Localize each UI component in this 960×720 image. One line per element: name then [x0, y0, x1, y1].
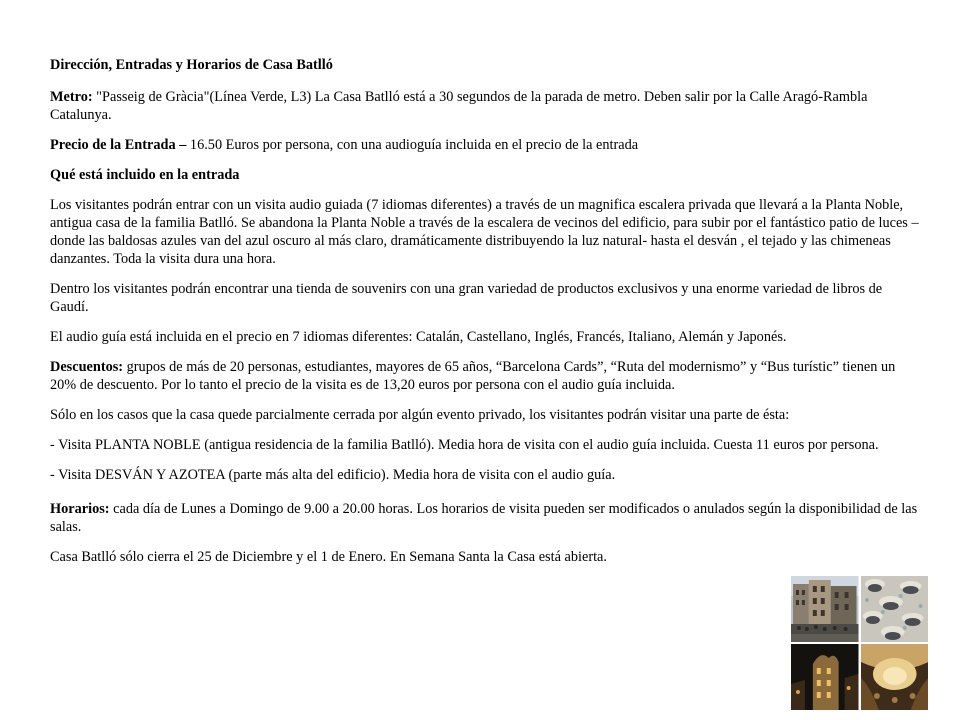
hours-text: cada día de Lunes a Domingo de 9.00 a 20.00 horas. Los horarios de visita pueden ser modificados o anulados según la disponibilidad de las salas. [50, 501, 918, 535]
metro-label: Metro: [50, 89, 93, 105]
visit-attic-item: - Visita DESVÁN Y AZOTEA (parte más alta del edificio). Media hora de visita con el audio guía. [50, 467, 616, 483]
price-paragraph [50, 136, 920, 154]
page-title: Dirección, Entradas y Horarios de Casa Batlló [50, 57, 333, 73]
metro-paragraph [50, 88, 920, 124]
shop-paragraph: Dentro los visitantes podrán encontrar una tienda de souvenirs con una gran variedad de productos exclusivos y una enorme variedad de libros de Gaudí. [50, 281, 883, 315]
casa-batllo-facade-photo [861, 576, 929, 642]
metro-text: "Passeig de Gràcia"(Línea Verde, L3) La Casa Batlló está a 30 segundos de la parada de metro. Deben salir por la Calle Aragó-Rambla Catalunya. [50, 89, 868, 123]
visit-noble-item: - Visita PLANTA NOBLE (antigua residencia de la familia Batlló). Media hora de visita con el audio guía incluida. Cuesta 11 euros por persona. [50, 437, 879, 453]
hours-label: Horarios: [50, 501, 110, 517]
casa-batllo-interior-photo [861, 644, 929, 710]
price-label: Precio de la Entrada – [50, 137, 187, 153]
casa-batllo-night-photo [791, 644, 859, 710]
casa-batllo-street-photo [791, 576, 859, 642]
hours-paragraph [50, 500, 920, 536]
audio-paragraph: El audio guía está incluida en el precio en 7 idiomas diferentes: Catalán, Castellano, Inglés, Francés, Italiano, Alemán y Japonés. [50, 329, 787, 345]
price-text: 16.50 Euros por persona, con una audioguía incluida en el precio de la entrada [186, 137, 639, 153]
photo-collage [791, 576, 928, 710]
document-body [50, 56, 920, 578]
closing-paragraph: Casa Batlló sólo cierra el 25 de Diciembre y el 1 de Enero. En Semana Santa la Casa está abierta. [50, 549, 607, 565]
closed-paragraph: Sólo en los casos que la casa quede parcialmente cerrada por algún evento privado, los visitantes podrán visitar una parte de ésta: [50, 407, 790, 423]
visit-paragraph: Los visitantes podrán entrar con un visita audio guiada (7 idiomas diferentes) a través de un magnifica escalera privada que llevará a la Planta Noble, antigua casa de la familia Batlló. Se abandona la Planta Noble a través de la escalera de vecinos del edificio, para subir por el fantástico patio de luces – donde las baldosas azules van del azul oscuro al más claro, dramáticamente distribuyendo la luz natural- hasta el desván , el tejado y las chimeneas danzantes. Toda la visita dura una hora. [50, 197, 919, 267]
included-heading: Qué está incluido en la entrada [50, 167, 240, 183]
discounts-text: grupos de más de 20 personas, estudiantes, mayores de 65 años, “Barcelona Cards”, “Ruta del modernismo” y “Bus turístic” tienen un 20% de descuento. Por lo tanto el precio de la visita es de 13,20 euros por persona con el audio guía incluida. [50, 359, 896, 393]
discounts-paragraph [50, 358, 920, 394]
discounts-label: Descuentos: [50, 359, 124, 375]
